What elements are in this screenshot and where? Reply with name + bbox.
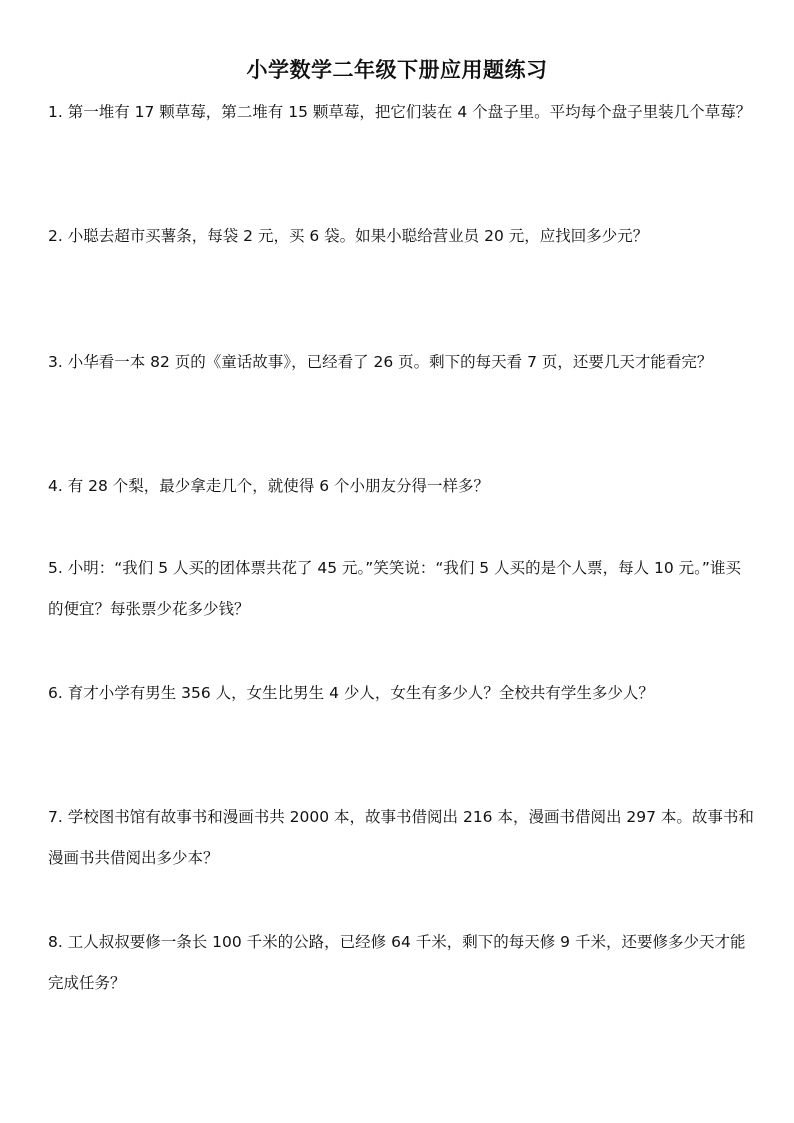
question-8 <box>48 922 754 1004</box>
question-6 <box>48 673 754 714</box>
question-text: 学校图书馆有故事书和漫画书共 2000 本，故事书借阅出 216 本，漫画书借阅出 297 本。故事书和漫画书共借阅出多少本？ <box>48 808 754 867</box>
question-text: 有 28 个梨，最少拿走几个，就使得 6 个小朋友分得一样多？ <box>67 477 490 495</box>
question-number: 2. <box>48 227 63 245</box>
question-number: 3. <box>48 353 63 371</box>
question-text: 工人叔叔要修一条长 100 千米的公路，已经修 64 千米，剩下的每天修 9 千米，还要修多少天才能完成任务？ <box>48 933 746 992</box>
question-text: 育才小学有男生 356 人，女生比男生 4 少人，女生有多少人？全校共有学生多少人？ <box>67 684 654 702</box>
question-text: 小聪去超市买薯条，每袋 2 元，买 6 袋。如果小聪给营业员 20 元，应找回多少元？ <box>67 227 649 245</box>
question-number: 5. <box>48 559 63 577</box>
question-number: 8. <box>48 933 63 951</box>
question-1 <box>48 92 754 133</box>
question-text: 小华看一本 82 页的《童话故事》，已经看了 26 页。剩下的每天看 7 页，还要几天才能看完？ <box>67 353 713 371</box>
question-number: 7. <box>48 808 63 826</box>
page-title: 小学数学二年级下册应用题练习 <box>246 58 548 82</box>
question-number: 1. <box>48 103 63 121</box>
question-text: 小明：“我们 5 人买的团体票共花了 45 元。”笑笑说：“我们 5 人买的是个人票，每人 10 元。”谁买的便宜？每张票少花多少钱？ <box>48 559 741 618</box>
question-5 <box>48 548 754 630</box>
question-number: 4. <box>48 477 63 495</box>
question-number: 6. <box>48 684 63 702</box>
question-7 <box>48 797 754 879</box>
question-3 <box>48 342 754 383</box>
question-4 <box>48 466 754 507</box>
question-2 <box>48 216 754 257</box>
question-text: 第一堆有 17 颗草莓，第二堆有 15 颗草莓，把它们装在 4 个盘子里。平均每个盘子里装几个草莓？ <box>67 103 752 121</box>
